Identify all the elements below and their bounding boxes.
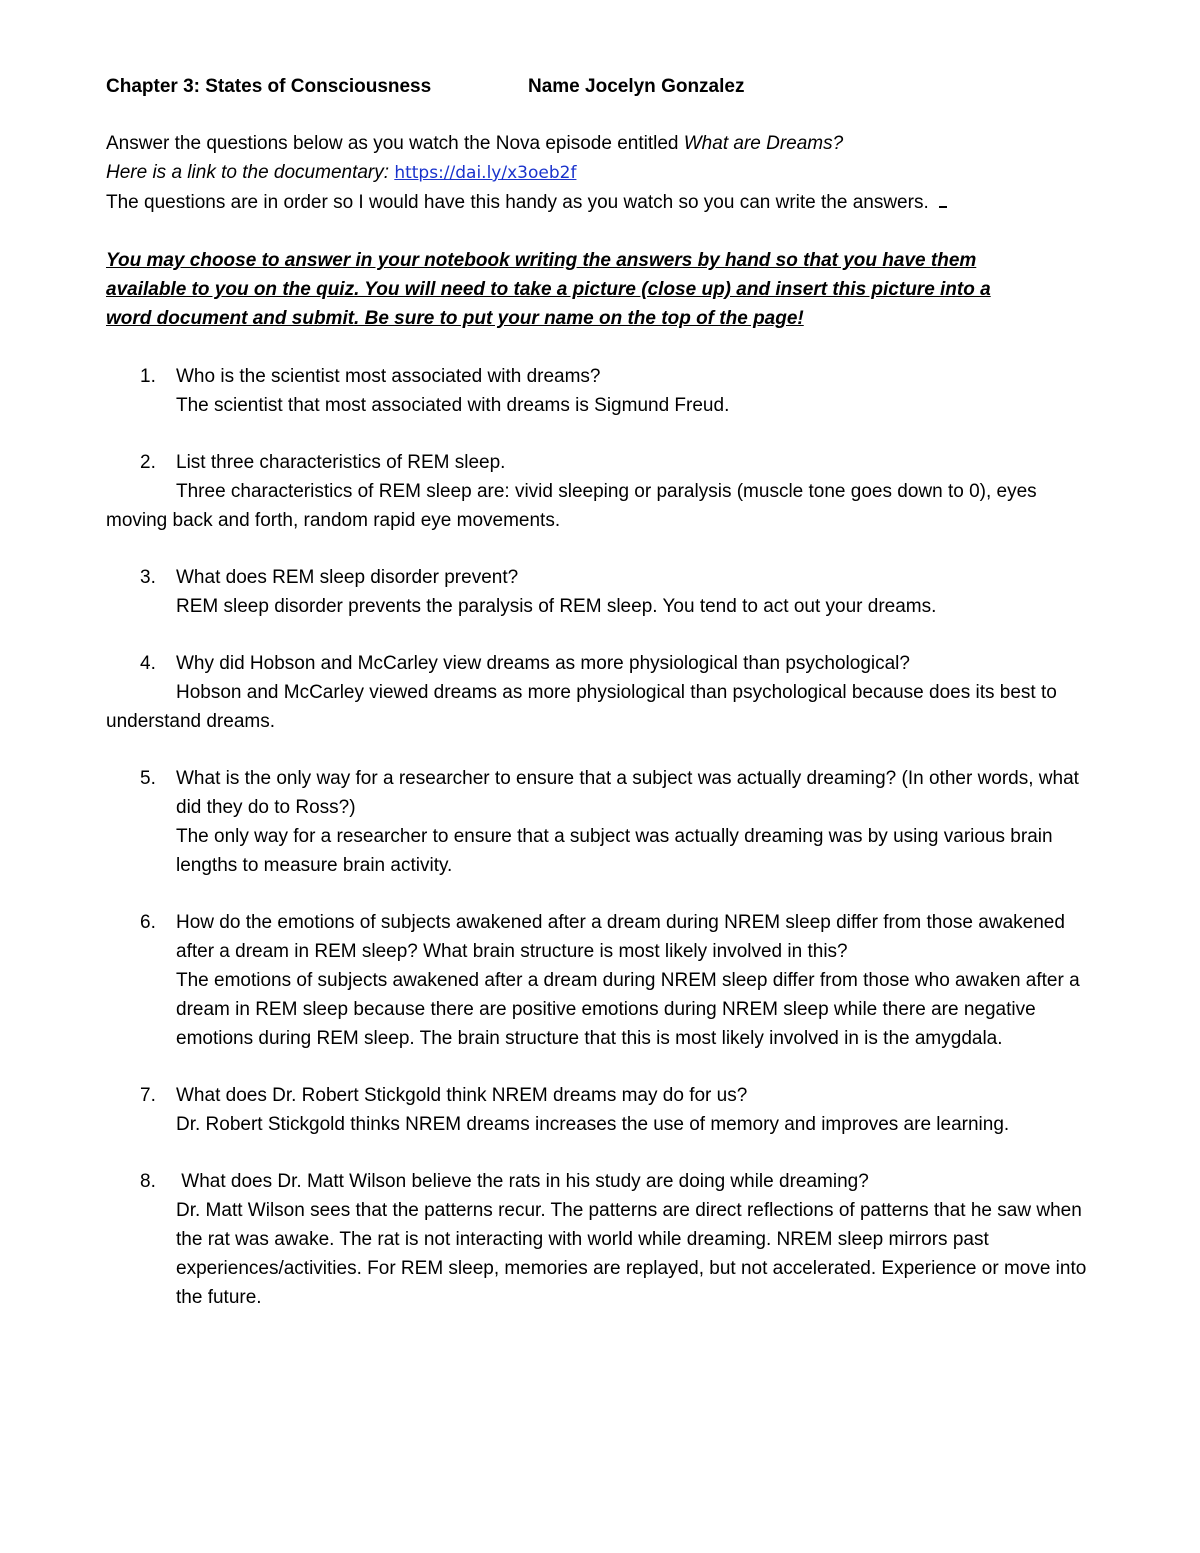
link-caption: Here is a link to the documentary:: [106, 162, 395, 183]
question-number: 3.: [140, 567, 156, 588]
question-text: Who is the scientist most associated with dreams?: [176, 366, 601, 387]
question-item: [106, 563, 1096, 621]
answer-text: Three characteristics of REM sleep are: vivid sleeping or paralysis (muscle tone goes down to 0), eyes moving back and forth, random rapid eye movements.: [106, 481, 1037, 531]
answer-text: REM sleep disorder prevents the paralysis of REM sleep. You tend to act out your dreams.: [176, 596, 937, 617]
submission-notice: [106, 246, 1076, 333]
instruction-line-1: [106, 129, 1096, 158]
question-text: How do the emotions of subjects awakened after a dream during NREM sleep differ from those awakened after a dream in REM sleep? What brain structure is most likely involved in this?: [176, 912, 1065, 962]
notice-line-3: word document and submit. Be sure to put your name on the top of the page!: [106, 308, 804, 329]
answer-text: Hobson and McCarley viewed dreams as more physiological than psychological because does its best to understand dreams.: [106, 682, 1057, 732]
question-number: 7.: [140, 1085, 156, 1106]
question-item: [106, 1081, 1096, 1139]
answer-text: The emotions of subjects awakened after a dream during NREM sleep differ from those who awaken after a dream in REM sleep because there are positive emotions during NREM sleep while there are negative emotions during REM sleep. The brain structure that this is most likely involved in is the amygdala.: [176, 970, 1080, 1049]
question-number: 1.: [140, 366, 156, 387]
chapter-title: Chapter 3: States of Consciousness: [106, 76, 432, 97]
question-text: What does REM sleep disorder prevent?: [176, 567, 519, 588]
question-number: 6.: [140, 912, 156, 933]
underline-mark: [939, 192, 947, 208]
answer-text: Dr. Matt Wilson sees that the patterns recur. The patterns are direct reflections of patterns that he saw when the rat was awake. The rat is not interacting with world while dreaming. NREM sleep mirrors past experiences/activities. For REM sleep, memories are replayed, but not accelerated. Experience or move into the future.: [176, 1200, 1087, 1308]
question-list: [106, 362, 1096, 1312]
answer-text: The only way for a researcher to ensure that a subject was actually dreaming was by using various brain lengths to measure brain activity.: [176, 826, 1053, 876]
question-number: 5.: [140, 768, 156, 789]
question-number: 8.: [140, 1171, 156, 1192]
notice-line-2: available to you on the quiz. You will need to take a picture (close up) and insert this picture into a: [106, 279, 991, 300]
question-number: 4.: [140, 653, 156, 674]
question-item: [106, 1167, 1096, 1312]
question-item: [106, 764, 1096, 880]
question-text: List three characteristics of REM sleep.: [176, 452, 506, 473]
instruction-line-2: [106, 158, 1096, 188]
question-text: Why did Hobson and McCarley view dreams as more physiological than psychological?: [176, 653, 910, 674]
answer-text: The scientist that most associated with dreams is Sigmund Freud.: [176, 395, 730, 416]
document-page: [106, 72, 1096, 1340]
question-item: [106, 908, 1096, 1053]
question-item: [106, 362, 1096, 420]
answer-text: Dr. Robert Stickgold thinks NREM dreams increases the use of memory and improves are learning.: [176, 1114, 1010, 1135]
instructions: [106, 129, 1096, 217]
documentary-link[interactable]: https://dai.ly/x3oeb2f: [394, 163, 577, 183]
question-item: [106, 448, 1096, 535]
student-name: Name Jocelyn Gonzalez: [528, 76, 745, 97]
question-text: What is the only way for a researcher to ensure that a subject was actually dreaming? (In other words, what did they do to Ross?): [176, 768, 1079, 818]
question-text: What does Dr. Matt Wilson believe the rats in his study are doing while dreaming?: [181, 1171, 869, 1192]
question-number: 2.: [140, 452, 156, 473]
question-item: [106, 649, 1096, 736]
instruction-text: Answer the questions below as you watch the Nova episode entitled: [106, 133, 684, 154]
question-text: What does Dr. Robert Stickgold think NREM dreams may do for us?: [176, 1085, 748, 1106]
instruction-line-3: [106, 188, 1096, 217]
notice-line-1: You may choose to answer in your notebook writing the answers by hand so that you have them: [106, 250, 977, 271]
document-header: [106, 72, 1096, 101]
instruction-text-3: The questions are in order so I would have this handy as you watch so you can write the answers.: [106, 192, 929, 213]
episode-title: What are Dreams?: [683, 133, 844, 154]
